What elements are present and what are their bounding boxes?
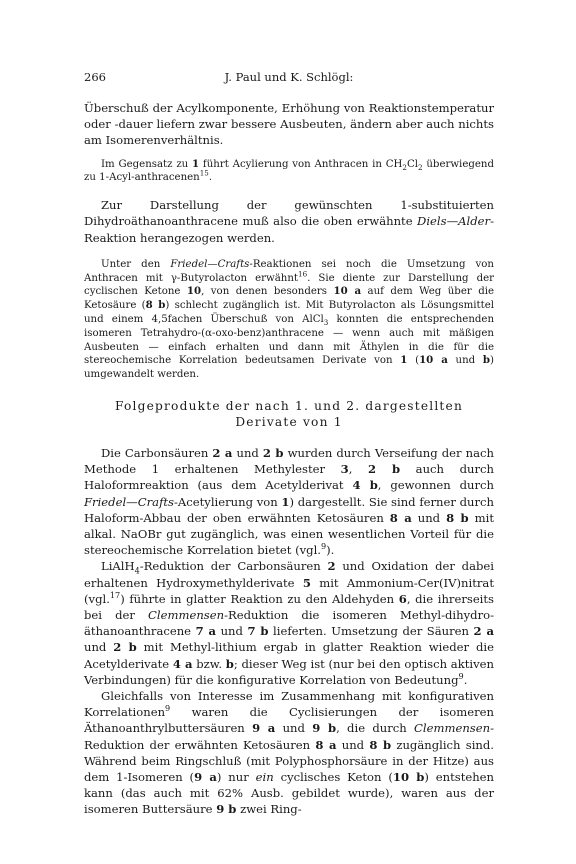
paragraph-acylation-note: Im Gegensatz zu 1 führt Acylierung von Anthracen in $CH_2Cl_2$ überwiegend zu 1-Acyl-anthracenen$^{15}$. — [84, 157, 494, 184]
paragraph-diels-alder: Zur Darstellung der gewünschten 1-substituierten Dihydroäthanoanthracene muß also die oben erwähnte Diels—Alder-Reaktion herangezogen werden. — [84, 198, 494, 245]
running-title: J. Paul und K. Schlögl: — [224, 70, 354, 84]
paragraph-carboxylic-acids: Die Carbonsäuren 2 a und 2 b wurden durch Verseifung der nach Methode 1 erhaltenen Methylester 3, 2 b auch durch Haloformreaktion (aus dem Acetylderivat 4 b, gewonnen durch Friedel—Crafts-Acetylierung von 1) dargestellt. Sie sind ferner durch Haloform-Abbau der oben erwähnten Ketosäuren 8 a und 8 b mit alkal. NaOBr gut zugänglich, was einen wesentlichen Vorteil für die stereochemische Korrelation bietet (vgl.$^9$). — [84, 445, 494, 558]
paragraph-lialh4-reduction: LiAlH$_4$-Reduktion der Carbonsäuren 2 und Oxidation der dabei erhaltenen Hydroxymethylderivate 5 mit Ammonium-Cer(IV)nitrat (vgl.$^{17}$) führte in glatter Reaktion zu den Aldehyden 6, die ihrerseits bei der Clemmensen-Reduktion die isomeren Methyl-dihydro-äthanoanthracene 7 a und 7 b lieferten. Umsetzung der Säuren 2 a und 2 b mit Methyl-lithium ergab in glatter Reaktion wieder die Acetylderivate 4 a bzw. b; dieser Weg ist (nur bei den optisch aktiven Verbindungen) für die konfigurative Korrelation von Bedeutung$^9$. — [84, 559, 495, 687]
page-header — [84, 70, 494, 86]
paragraph-cyclisation: Gleichfalls von Interesse im Zusammenhang mit konfigurativen Korrelationen$^9$ waren die Cyclisierungen der isomeren Äthanoanthrylbuttersäuren 9 a und 9 b, die durch Clemmensen-Reduktion der erwähnten Ketosäuren 8 a und 8 b zugänglich sind. Während beim Ringschluß (mit Polyphosphorsäure in der Hitze) aus dem 1-Isomeren (9 a) nur ein cyclisches Keton (10 b) entstehen kann (das auch mit 62% Ausb. gebildet wurde), waren aus der isomeren Buttersäure 9 b zwei Ring- — [84, 689, 495, 817]
page-body — [84, 100, 494, 818]
paragraph-isomer-ratio: Überschuß der Acylkomponente, Erhöhung von Reaktionstemperatur oder -dauer liefern zwar bessere Ausbeuten, ändern aber auch nichts am Isomerenverhältnis. — [84, 101, 494, 148]
paragraph-butyrolactone: Unter den Friedel—Crafts-Reaktionen sei noch die Umsetzung von Anthracen mit γ-Butyrolacton erwähnt$^{16}$. Sie diente zur Darstellung der cyclischen Ketone 10, von denen besonders 10 a auf dem Weg über die Ketosäure (8 b) schlecht zugänglich ist. Mit Butyrolacton als Lösungsmittel und einem 4,5fachen Überschuß von AlCl$_3$ konnten die entsprechenden isomeren Tetrahydro-(α-oxo-benz)anthracene — wenn auch mit mäßigen Ausbeuten — einfach erhalten und dann mit Äthylen in die für die stereochemische Korrelation bedeutsamen Derivate von 1 (10 a und b) umgewandelt werden. — [84, 258, 495, 381]
section-heading: Folgeprodukte der nach 1. und 2. dargestellten Derivate von 1 — [114, 398, 463, 430]
page-number: 266 — [84, 70, 106, 84]
